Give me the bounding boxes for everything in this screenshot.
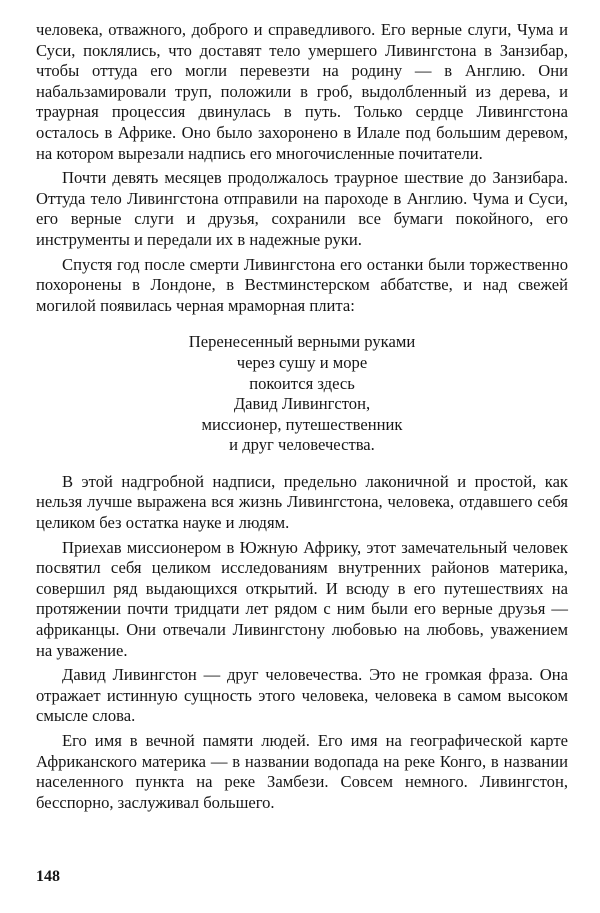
paragraph-5: Приехав миссионером в Южную Африку, этот замечательный человек посвятил себя целиком исследованиям внутренних районов материка, совершил ряд выдающихся открытий. И всюду в его путешествиях на протяжении почти тридцати лет рядом с ним были его верные друзья — африканцы. Они отвечали Ливингстону любовью на любовь, уважением на уважение. bbox=[36, 537, 568, 660]
epitaph-line: через сушу и море bbox=[236, 352, 368, 372]
epitaph-line: Перенесенный верными руками bbox=[188, 332, 416, 352]
epitaph-line: и друг человечества. bbox=[229, 435, 375, 455]
paragraph-4: В этой надгробной надписи, предельно лаконичной и простой, как нельзя лучше выражена вся жизнь Ливингстона, человека, отдавшего себя целиком без остатка науке и людям. bbox=[36, 471, 568, 533]
epitaph-line: Давид Ливингстон, bbox=[233, 394, 371, 414]
paragraph-7: Его имя в вечной памяти людей. Его имя на географической карте Африканского материка — в названии водопада на реке Конго, в названии населенного пункта на реке Замбези. Совсем немного. Ливингстон, бесспорно, заслуживал большего. bbox=[36, 731, 568, 812]
epitaph-line: миссионер, путешественник bbox=[201, 414, 403, 434]
page-number: 148 bbox=[36, 868, 60, 885]
paragraph-2: Почти девять месяцев продолжалось траурное шествие до Занзибара. Оттуда тело Ливингстона отправили на пароходе в Англию. Чума и Суси, его верные слуги и друзья, сохранили все бумаги покойного, его инструменты и передали их в надежные руки. bbox=[36, 168, 568, 249]
paragraph-3: Спустя год после смерти Ливингстона его останки были торжественно похоронены в Лондоне, в Вестминстерском аббатстве, и над свежей могилой появилась черная мраморная плита: bbox=[36, 254, 568, 315]
paragraph-6: Давид Ливингстон — друг человечества. Это не громкая фраза. Она отражает истинную сущность этого человека, человека в самом высоком смысле слова. bbox=[36, 665, 568, 726]
page-body bbox=[36, 20, 568, 813]
paragraph-1: человека, отважного, доброго и справедливого. Его верные слуги, Чума и Суси, поклялись, что доставят тело умершего Ливингстона в Занзибар, чтобы оттуда его могли перевезти на родину — в Англию. Они набальзамировали труп, положили в гроб, выдолбленный из дерева, и траурная процессия двинулась в путь. Только сердце Ливингстона осталось в Африке. Оно было захоронено в Илале под большим деревом, на котором вырезали надпись его многочисленные почитатели. bbox=[36, 20, 568, 163]
epitaph-line: покоится здесь bbox=[249, 373, 355, 393]
epitaph-inscription bbox=[36, 332, 568, 456]
